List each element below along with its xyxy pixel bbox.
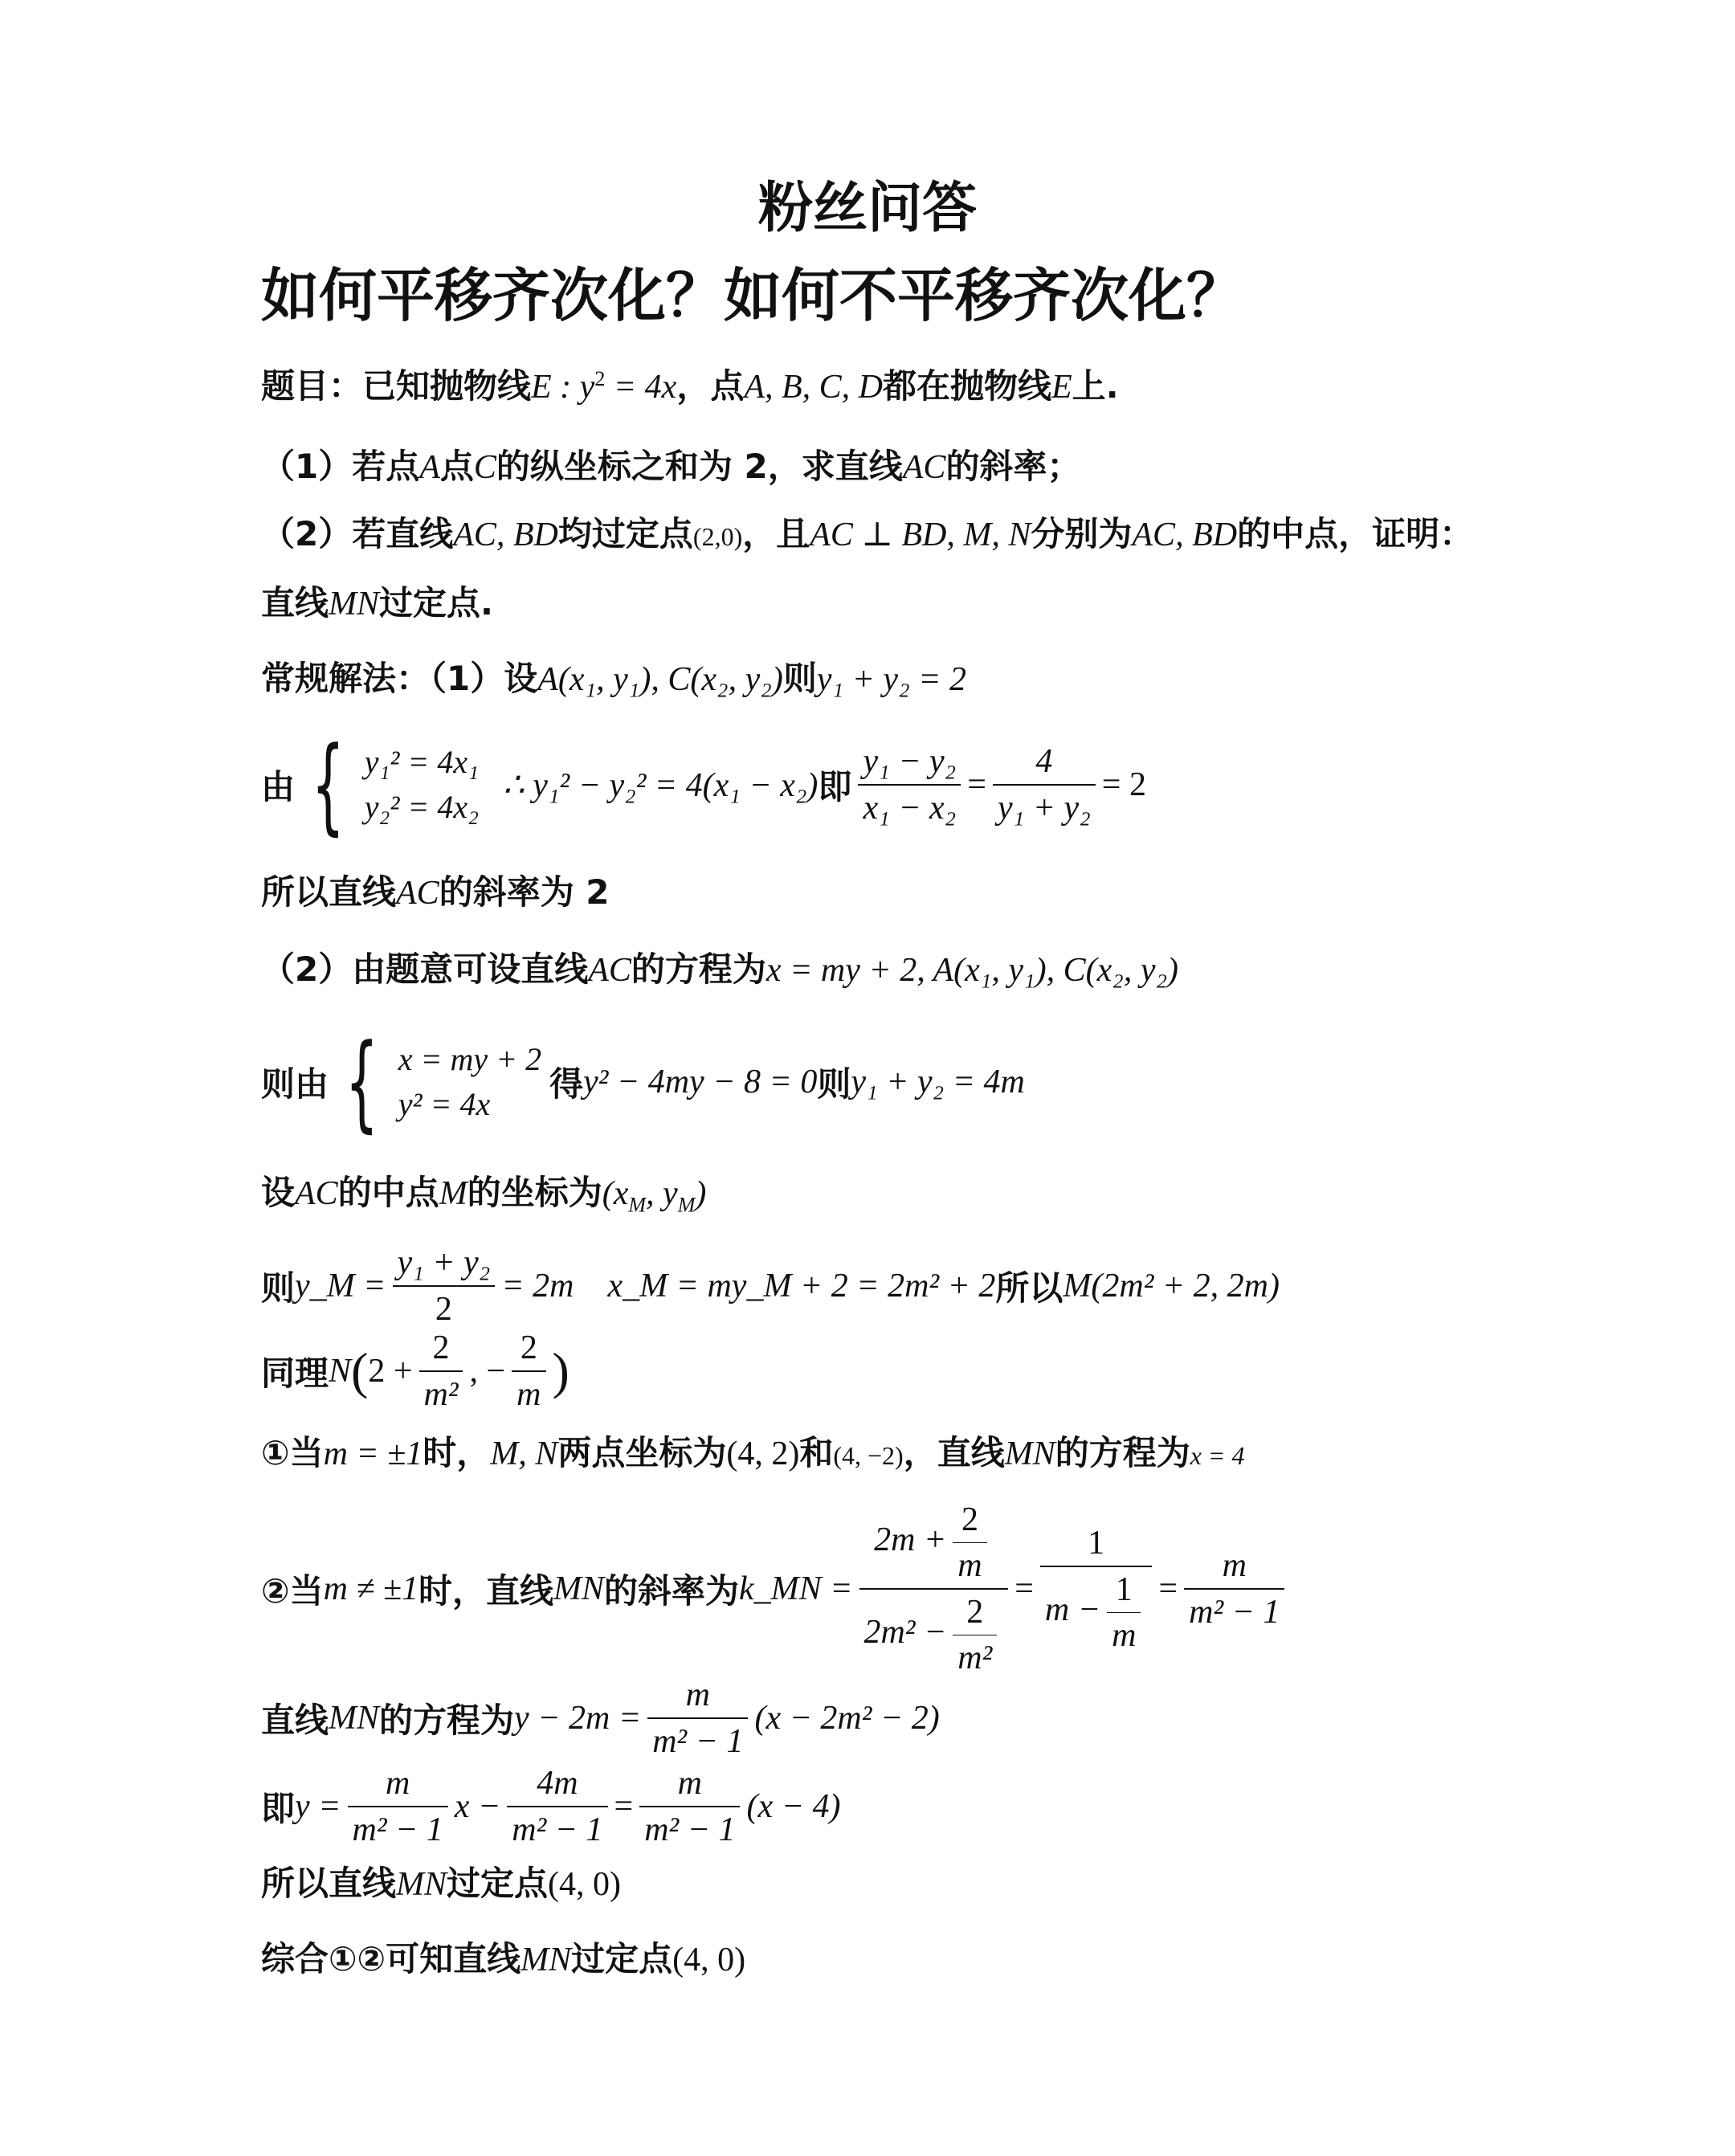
solution-line-12: 即y = $\frac{m}{\text{m² − 1}}$ x − $\frac{4m}{\text{m² − 1}}$ = $\frac{m}{\text{m² − 1}}$ (x − 4) [261, 1765, 841, 1848]
solution-line-3: 所以直线AC的斜率为 2 [261, 872, 610, 912]
solution-line-5: 则由 { x = my + 2 y² = 4x 得y² − 4my − 8 = 0则y₁ + y₂ = 4m [261, 1021, 1025, 1143]
conclusion-line: 综合①②可知直线MN过定点(4, 0) [261, 1939, 746, 1978]
slope-fraction-2: $\frac{4}{\text{y₁ + y₂}}$ [993, 742, 1096, 827]
slope-compound-fraction: 2m + $\frac{2}{m}$ 2m² − $\frac{2}{\text{m²}}$ [859, 1501, 1009, 1677]
solution-line-11: 直线MN的方程为y − 2m = $\frac{m}{\text{m² − 1}}$ (x − 2m² − 2) [261, 1676, 940, 1760]
midpoint-fraction: $\frac{\text{y₁ + y₂}}{2}$ [393, 1243, 496, 1329]
equation-system-1: y₁² = 4x₁ y₂² = 4x₂ [364, 744, 480, 825]
solution-line-1: 常规解法：（1）设A(x₁, y₁), C(x₂, y₂)则y₁ + y₂ = 2 [261, 659, 967, 698]
solution-line-10: ②当m ≠ ±1时，直线MN的斜率为k_MN = 2m + $\frac{2}{m}$ 2m² − $\frac{2}{\text{m²}}$ = 1 m − $\frac{1}{m}$ = $\frac{m}{\text{m² − 1}}$ [261, 1501, 1291, 1677]
solution-line-8: 同理N(2 + $\frac{2}{\text{m²}}$ , − $\frac{2}{m}$ ) [261, 1329, 569, 1413]
solution-line-13: 所以直线MN过定点(4, 0) [261, 1864, 622, 1903]
problem-line-1: 题目：已知抛物线E : $y^2 = 4x$，点A, B, C, D都在抛物线E上. [261, 366, 1119, 406]
solution-line-2: 由 { y₁² = 4x₁ y₂² = 4x₂ ∴ y₁² − y₂² = 4(x₁ − x₂)即 $\frac{\text{y₁ − y₂}}{\text{x₁ − x₂}}$ = $\frac{4}{\text{y₁ + y₂}}$ = 2 [261, 724, 1146, 846]
solution-line-9: ①当m = ±1时，M, N两点坐标为(4, 2)和(4, −2)，直线MN的方程为x = 4 [261, 1433, 1245, 1472]
question-2: （2）若直线AC, BD均过定点(2,0)，且AC ⊥ BD, M, N分别为AC, BD的中点，证明： [261, 514, 1474, 553]
section-heading: 如何平移齐次化？如何不平移齐次化？ [261, 262, 1245, 329]
question-1: （1）若点A点C的纵坐标之和为 2，求直线AC的斜率； [261, 447, 1081, 486]
solution-line-7: 则y_M = $\frac{\text{y₁ + y₂}}{2}$ = 2m x_M = my_M + 2 = 2m² + 2所以M(2m² + 2, 2m) [261, 1244, 1280, 1328]
question-2-continued: 直线MN过定点. [261, 583, 493, 623]
solution-line-6: 设AC的中点M的坐标为($x_M$, $y_M$) [261, 1173, 707, 1217]
solution-line-4: （2）由题意可设直线AC的方程为x = my + 2, A(x₁, y₁), C(x₂, y₂) [261, 949, 1179, 989]
slope-fraction: $\frac{\text{y₁ − y₂}}{\text{x₁ − x₂}}$ [858, 742, 961, 827]
page-title: 粉丝问答 [757, 177, 977, 240]
equation-system-2: x = my + 2 y² = 4x [398, 1041, 542, 1122]
